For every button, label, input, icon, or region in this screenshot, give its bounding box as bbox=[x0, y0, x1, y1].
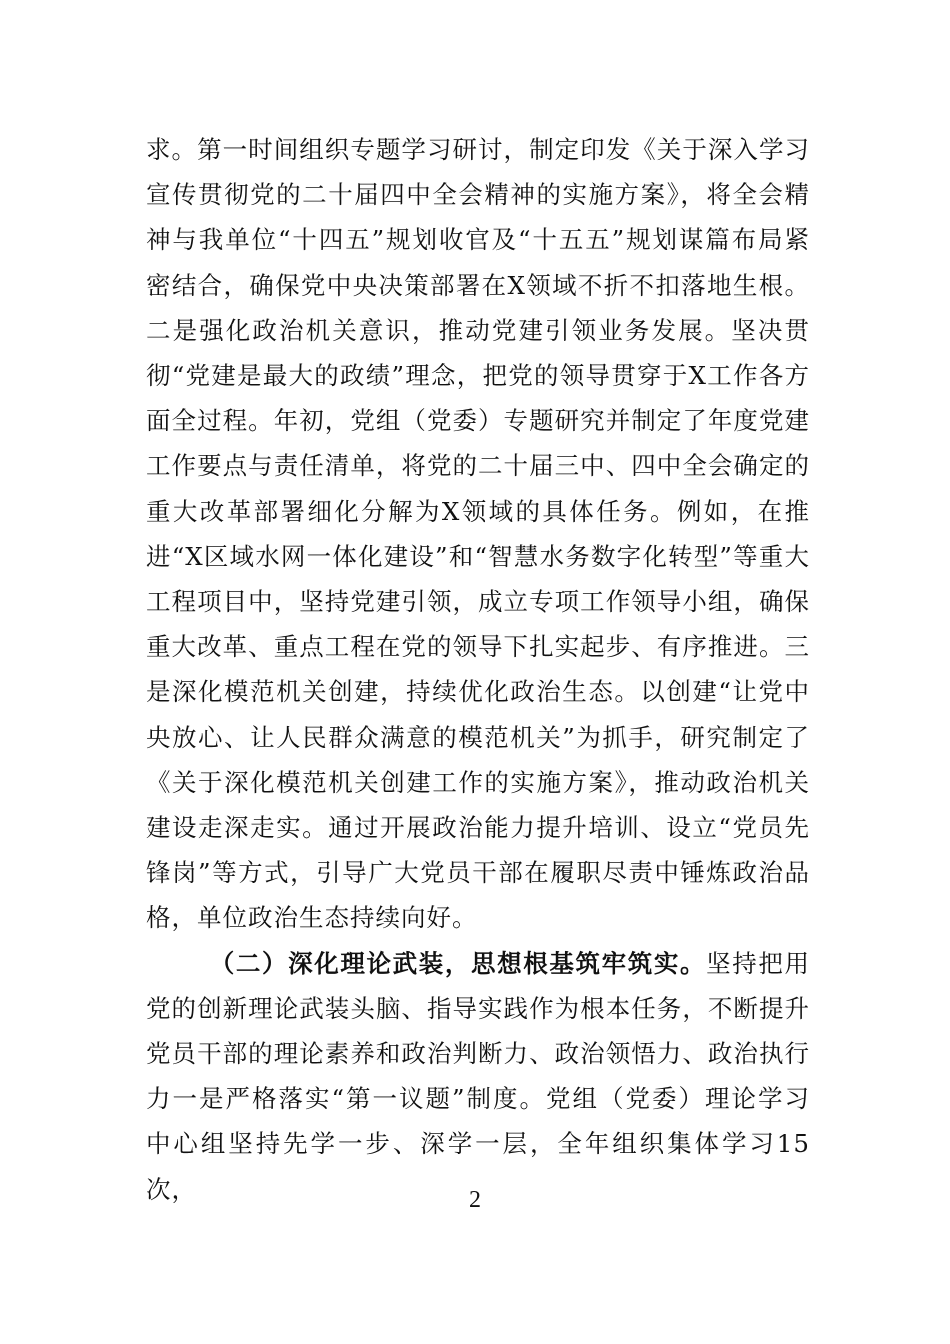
paragraph-1-text: 求。第一时间组织专题学习研讨，制定印发《关于深入学习宣传贯彻党的二十届四中全会精神的实施方案》，将全会精神与我单位“十四五”规划收官及“十五五”规划谋篇布局紧密结合，确保党中央决策部署在X领域不折不扣落地生根。二是强化政治机关意识，推动党建引领业务发展。坚决贯彻“党建是最大的政绩”理念，把党的领导贯穿于X工作各方面全过程。年初，党组（党委）专题研究并制定了年度党建工作要点与责任清单，将党的二十届三中、四中全会确定的重大改革部署细化分解为X领域的具体任务。例如，在推进“X区域水网一体化建设”和“智慧水务数字化转型”等重大工程项目中，坚持党建引领，成立专项工作领导小组，确保重大改革、重点工程在党的领导下扎实起步、有序推进。三是深化模范机关创建，持续优化政治生态。以创建“让党中央放心、让人民群众满意的模范机关”为抓手，研究制定了《关于深化模范机关创建工作的实施方案》，推动政治机关建设走深走实。通过开展政治能力提升培训、设立“党员先锋岗”等方式，引导广大党员干部在履职尽责中锤炼政治品格，单位政治生态持续向好。 bbox=[146, 135, 810, 933]
section-heading: （二）深化理论武装，思想根基筑牢筑实。 bbox=[209, 948, 707, 978]
paragraph-1 bbox=[146, 127, 810, 941]
paragraph-2 bbox=[146, 941, 810, 1212]
paragraph-2-text: 坚持把用党的创新理论武装头脑、指导实践作为根本任务，不断提升党员干部的理论素养和政治判断力、政治领悟力、政治执行力一是严格落实“第一议题”制度。党组（党委）理论学习中心组坚持先学一步、深学一层，全年组织集体学习15次， bbox=[146, 948, 811, 1204]
page-number: 2 bbox=[469, 1187, 481, 1213]
document-body bbox=[146, 127, 810, 1212]
